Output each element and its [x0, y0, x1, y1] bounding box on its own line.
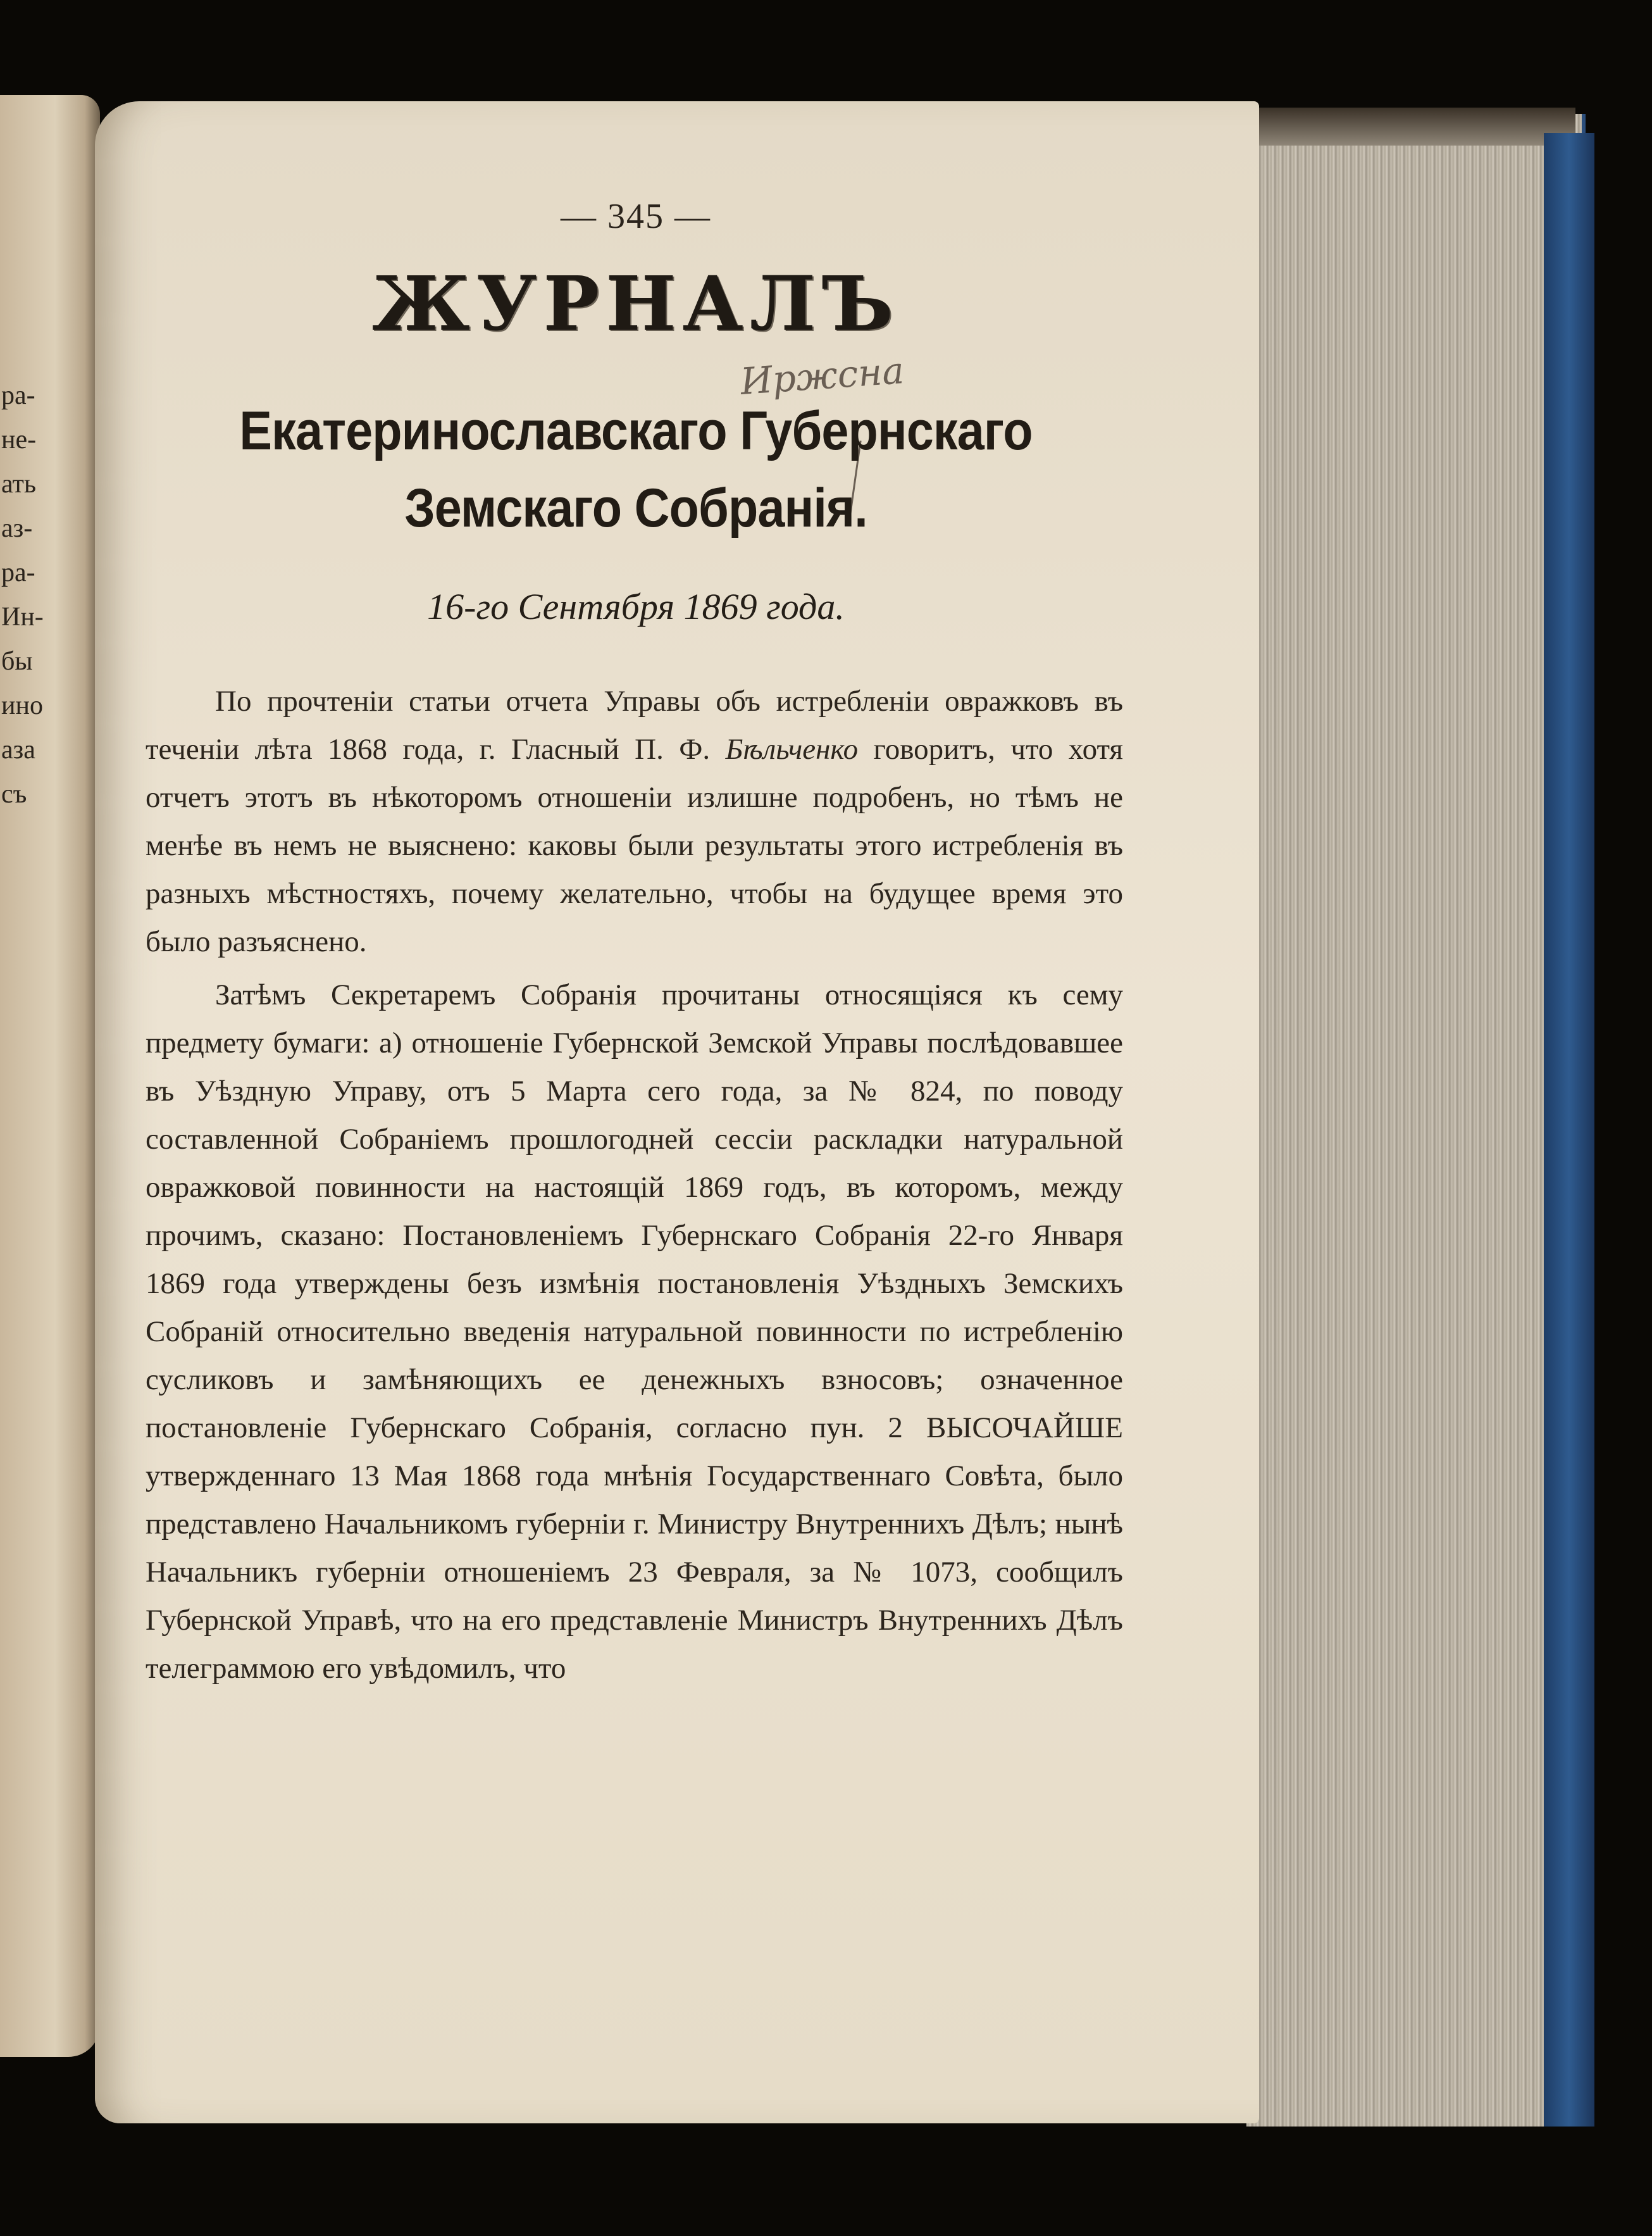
- left-fragment: ать: [1, 470, 37, 499]
- left-fragment: Ин-: [1, 603, 44, 632]
- paragraph-1-after: говоритъ, что хотя отчетъ этотъ въ нѣкоторомъ отношеніи излишне подробенъ, но тѣмъ не менѣе въ немъ не выяснено: каковы были результаты этого истребленія въ разныхъ мѣстностяхъ, почему желательно, чтобы на будущее время это было разъяснено.: [146, 733, 1123, 958]
- book-top-edge: [1246, 108, 1575, 146]
- assembly-heading: Екатеринославскаго Губернскаго Земскаго Собранія.: [239, 401, 1033, 539]
- left-fragment: съ: [1, 780, 27, 809]
- paragraph-1: [146, 677, 1123, 966]
- book-page-edges: [1246, 114, 1586, 2127]
- left-fragment: аза: [1, 735, 35, 765]
- paragraph-2: Затѣмъ Секретаремъ Собранія прочитаны относящіяся къ сему предмету бумаги: а) отношеніе Губернской Земской Управы послѣдовавшее въ Уѣздную Управу, отъ 5 Марта сего года, за № 824, по поводу составленной Собраніемъ прошлогодней сессіи раскладки натуральной овражковой повинности на настоящій 1869 годъ, въ которомъ, между прочимъ, сказано: Постановленіемъ Губернскаго Собранія 22-го Января 1869 года утверждены безъ измѣнія постановленія Уѣздныхъ Земскихъ Собраній относительно введенія натуральной повинности по истребленію сусликовъ и замѣняющихъ ее денежныхъ взносовъ; означенное постановленіе Губернскаго Собранія, согласно пун. 2 ВЫСОЧАЙШЕ утвержденнаго 13 Мая 1868 года мнѣнія Государственнаго Совѣта, было представлено Начальникомъ губерніи г. Министру Внутреннихъ Дѣлъ; нынѣ Начальникъ губерніи отношеніемъ 23 Февраля, за № 1073, сообщилъ Губернской Управѣ, что на его представленіе Министръ Внутреннихъ Дѣлъ телеграммою его увѣдомилъ, что: [146, 978, 1123, 1685]
- left-fragment: бы: [1, 647, 33, 676]
- left-fragment: не-: [1, 425, 37, 454]
- left-page-edge: [0, 95, 100, 2057]
- session-date: 16-го Сентября 1869 года.: [427, 586, 845, 627]
- left-fragment: ра-: [1, 558, 35, 587]
- journal-title: ЖУРНАЛЪ: [371, 259, 900, 347]
- left-fragment: ино: [1, 691, 43, 720]
- speaker-name: Бѣльченко: [725, 733, 859, 766]
- document-body: [146, 677, 1123, 1697]
- left-fragment: аз-: [1, 514, 33, 543]
- book-cover: [1544, 133, 1594, 2127]
- handwritten-annotation: Иржсна: [738, 349, 905, 403]
- paragraph-1-before: По прочтеніи статьи отчета Управы объ истребленіи овражковъ въ теченіи лѣта 1868 года, г. Гласный П. Ф.: [146, 685, 1123, 766]
- page-number: — 345 —: [561, 197, 711, 236]
- left-fragment: ра-: [1, 381, 35, 410]
